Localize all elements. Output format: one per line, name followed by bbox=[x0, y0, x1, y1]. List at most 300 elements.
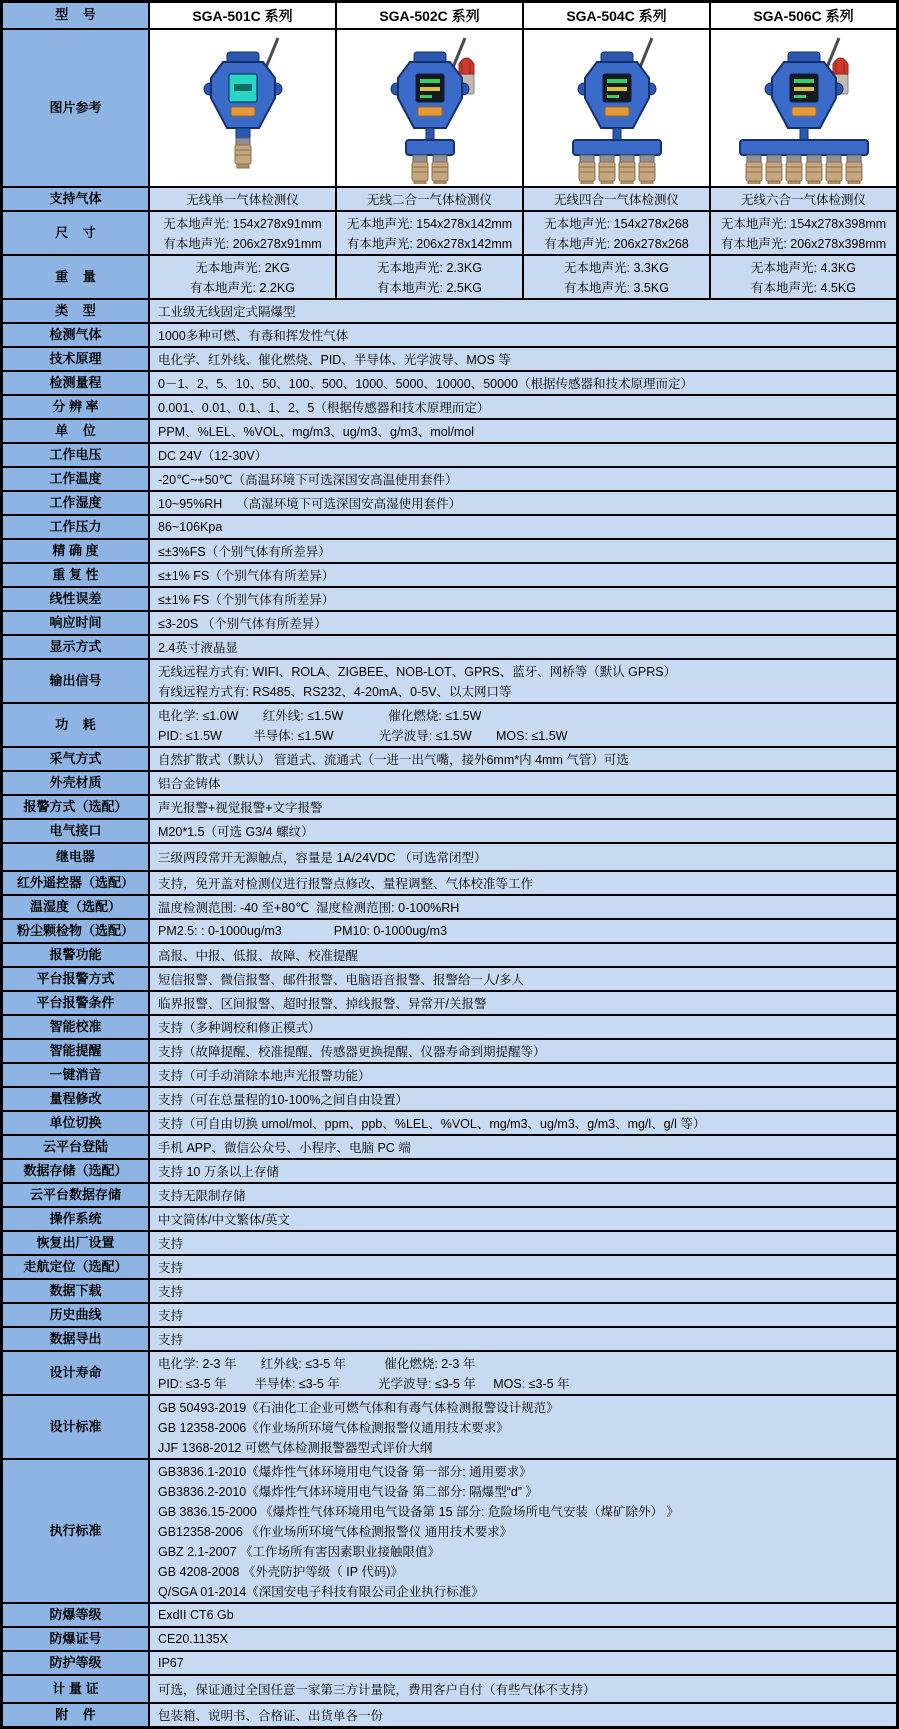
gas-detector-6-sensors-beacon bbox=[711, 30, 896, 186]
row-label: 数据存储（选配） bbox=[3, 1160, 150, 1182]
table-row bbox=[3, 372, 896, 396]
table-row bbox=[3, 1040, 896, 1064]
row-values bbox=[150, 1352, 896, 1394]
row-values bbox=[150, 372, 896, 394]
table-row bbox=[3, 1396, 896, 1460]
sensor-cylinder-icon bbox=[846, 155, 862, 184]
value-text: 有线远程方式有: RS485、RS232、4-20mA、0-5V、以太网口等 bbox=[158, 685, 512, 699]
value-text: 包装箱、说明书、合格证、出货单各一份 bbox=[158, 1709, 384, 1723]
table-row bbox=[3, 468, 896, 492]
table-row bbox=[3, 1112, 896, 1136]
value-cell bbox=[150, 256, 337, 298]
table-row bbox=[3, 324, 896, 348]
row-values bbox=[150, 1604, 896, 1626]
detector-head bbox=[204, 52, 282, 128]
value-cell bbox=[150, 540, 896, 562]
row-values bbox=[150, 1396, 896, 1458]
value-text: 无线六合一气体检测仪 bbox=[740, 193, 866, 207]
value-text: GB3836.1-2010《爆炸性气体环境用电气设备 第一部分: 通用要求》 bbox=[158, 1465, 532, 1479]
row-label: 检测气体 bbox=[3, 324, 150, 346]
value-cell bbox=[150, 1232, 896, 1254]
table-row bbox=[3, 300, 896, 324]
table-row bbox=[3, 772, 896, 796]
value-text: 1000多种可燃、有毒和挥发性气体 bbox=[158, 329, 349, 343]
row-label: 一键消音 bbox=[3, 1064, 150, 1086]
value-cell bbox=[711, 256, 896, 298]
row-values bbox=[150, 1256, 896, 1278]
row-label: 精 确 度 bbox=[3, 540, 150, 562]
value-cell bbox=[150, 372, 896, 394]
value-cell bbox=[150, 1208, 896, 1230]
row-label: 走航定位（选配） bbox=[3, 1256, 150, 1278]
value-text: 三级两段常开无源触点，容量是 1A/24VDC （可选常闭型） bbox=[158, 851, 487, 865]
table-row bbox=[3, 492, 896, 516]
model-name: SGA-504C 系列 bbox=[524, 3, 711, 28]
value-text: 有本地声光: 206x278x398mm bbox=[720, 237, 887, 251]
sensor-cylinder-icon bbox=[806, 155, 822, 184]
value-text: GB 4208-2008 《外壳防护等级（ IP 代码)》 bbox=[158, 1565, 403, 1579]
sensor-cylinder-icon bbox=[599, 155, 615, 184]
sensor-cylinder-icon bbox=[786, 155, 802, 184]
value-cell bbox=[150, 636, 896, 658]
value-text: 高报、中报、低报、故障、校准提醒 bbox=[158, 949, 359, 963]
row-label: 工作温度 bbox=[3, 468, 150, 490]
row-values bbox=[150, 844, 896, 870]
value-cell bbox=[150, 1160, 896, 1182]
value-cell bbox=[150, 1396, 896, 1458]
sensor-cylinder-icon bbox=[412, 155, 428, 184]
row-values bbox=[150, 468, 896, 490]
row-values bbox=[150, 820, 896, 842]
table-row bbox=[3, 1704, 896, 1726]
row-label: 类 型 bbox=[3, 300, 150, 322]
value-text: 2.4英寸液晶显 bbox=[158, 641, 238, 655]
value-cell bbox=[150, 1136, 896, 1158]
manifold bbox=[406, 140, 454, 155]
table-row bbox=[3, 1256, 896, 1280]
value-cell bbox=[150, 992, 896, 1014]
table-row bbox=[3, 188, 896, 212]
value-text: 无本地声光: 4.3KG bbox=[751, 261, 856, 275]
table-row bbox=[3, 660, 896, 704]
detector-head bbox=[391, 52, 469, 128]
value-cell bbox=[711, 212, 896, 254]
model-name: SGA-502C 系列 bbox=[337, 3, 524, 28]
row-values bbox=[150, 1136, 896, 1158]
value-text: Q/SGA 01-2014《深国安电子科技有限公司企业执行标准》 bbox=[158, 1585, 484, 1599]
row-values bbox=[150, 968, 896, 990]
row-values bbox=[150, 1328, 896, 1350]
value-text: 临界报警、区间报警、超时报警、掉线报警、异常开/关报警 bbox=[158, 997, 487, 1011]
row-label: 重 复 性 bbox=[3, 564, 150, 586]
row-label: 采气方式 bbox=[3, 748, 150, 770]
value-text: 支持 bbox=[158, 1237, 184, 1251]
value-cell bbox=[150, 772, 896, 794]
value-text: PID: ≤3-5 年 半导体: ≤3-5 年 光学波导: ≤3-5 年 MOS: ≤3-5 年 bbox=[158, 1377, 570, 1391]
value-cell bbox=[150, 612, 896, 634]
value-cell bbox=[150, 188, 337, 210]
value-text: GBZ 2.1-2007 《工作场所有害因素职业接触限值》 bbox=[158, 1545, 440, 1559]
value-text: 0－1、2、5、10、50、100、500、1000、5000、10000、50000（根据传感器和技术原理而定） bbox=[158, 377, 693, 391]
row-values bbox=[150, 1040, 896, 1062]
value-text: ≤±1% FS（个别气体有所差异） bbox=[158, 593, 335, 607]
row-values bbox=[150, 1232, 896, 1254]
value-text: 10~95%RH （高湿环境下可选深国安高湿使用套件） bbox=[158, 497, 462, 511]
row-label: 量程修改 bbox=[3, 1088, 150, 1110]
table-row bbox=[3, 396, 896, 420]
manifold bbox=[573, 140, 661, 155]
detector-head bbox=[765, 52, 843, 128]
sensor-cylinder-icon bbox=[579, 155, 595, 184]
row-label: 工作压力 bbox=[3, 516, 150, 538]
row-label: 显示方式 bbox=[3, 636, 150, 658]
row-label: 防爆等级 bbox=[3, 1604, 150, 1626]
table-row bbox=[3, 636, 896, 660]
row-values bbox=[150, 1208, 896, 1230]
table-row bbox=[3, 564, 896, 588]
row-values bbox=[150, 348, 896, 370]
sensor-cylinder-icon bbox=[639, 155, 655, 184]
value-text: 0.001、0.01、0.1、1、2、5（根据传感器和技术原理而定） bbox=[158, 401, 490, 415]
value-text: 有本地声光: 3.5KG bbox=[564, 281, 669, 295]
value-text: GB12358-2006 《作业场所环境气体检测报警仪 通用技术要求》 bbox=[158, 1525, 513, 1539]
value-text: PID: ≤1.5W 半导体: ≤1.5W 光学波导: ≤1.5W MOS: ≤1.5W bbox=[158, 729, 568, 743]
value-cell bbox=[150, 1676, 896, 1702]
table-row bbox=[3, 612, 896, 636]
sensor-cylinder-icon bbox=[746, 155, 762, 184]
row-label: 线性误差 bbox=[3, 588, 150, 610]
row-label: 电气接口 bbox=[3, 820, 150, 842]
table-row bbox=[3, 1628, 896, 1652]
value-cell bbox=[150, 1040, 896, 1062]
value-cell bbox=[150, 748, 896, 770]
row-values bbox=[150, 564, 896, 586]
row-label: 型 号 bbox=[3, 3, 150, 28]
value-cell bbox=[150, 1256, 896, 1278]
value-cell bbox=[150, 420, 896, 442]
value-cell bbox=[150, 944, 896, 966]
table-row bbox=[3, 1328, 896, 1352]
value-text: 无本地声光: 154x278x91mm bbox=[163, 217, 322, 231]
value-text: -20℃~+50℃（高温环境下可选深国安高温使用套件） bbox=[158, 473, 458, 487]
row-label: 智能提醒 bbox=[3, 1040, 150, 1062]
value-cell bbox=[150, 820, 896, 842]
row-label: 恢复出厂设置 bbox=[3, 1232, 150, 1254]
row-label: 功 耗 bbox=[3, 704, 150, 746]
value-text: GB 12358-2006《作业场所环境气体检测报警仪通用技术要求》 bbox=[158, 1421, 509, 1435]
model-name: SGA-501C 系列 bbox=[150, 3, 337, 28]
row-values bbox=[150, 1280, 896, 1302]
value-cell bbox=[524, 212, 711, 254]
row-label: 重 量 bbox=[3, 256, 150, 298]
row-values bbox=[150, 540, 896, 562]
table-row bbox=[3, 844, 896, 872]
table-row bbox=[3, 1676, 896, 1704]
value-text: 支持 bbox=[158, 1261, 184, 1275]
value-text: 支持（多种调校和修正模式） bbox=[158, 1021, 321, 1035]
table-row bbox=[3, 212, 896, 256]
value-cell bbox=[150, 212, 337, 254]
row-values bbox=[150, 1304, 896, 1326]
value-text: 86~106Kpa bbox=[158, 520, 223, 534]
row-values bbox=[150, 1460, 896, 1602]
table-row bbox=[3, 588, 896, 612]
table-row bbox=[3, 968, 896, 992]
row-label: 设计标准 bbox=[3, 1396, 150, 1458]
value-cell bbox=[150, 844, 896, 870]
value-text: 支持 bbox=[158, 1333, 184, 1347]
row-values bbox=[150, 1652, 896, 1674]
value-cell bbox=[150, 396, 896, 418]
row-label: 单 位 bbox=[3, 420, 150, 442]
value-text: ExdII CT6 Gb bbox=[158, 1608, 234, 1622]
value-text: 有本地声光: 2.5KG bbox=[377, 281, 482, 295]
value-text: 自然扩散式（默认） 管道式、流通式（一进一出气嘴，接外6mm*内 4mm 气管）可选 bbox=[158, 753, 629, 767]
table-row bbox=[3, 1652, 896, 1676]
table-row bbox=[3, 896, 896, 920]
gas-detector-2-sensors-beacon bbox=[337, 30, 524, 186]
row-values bbox=[150, 30, 896, 186]
row-values bbox=[150, 660, 896, 702]
model-header-row bbox=[3, 3, 896, 30]
value-cell bbox=[150, 444, 896, 466]
value-cell bbox=[150, 348, 896, 370]
value-cell bbox=[150, 1704, 896, 1726]
value-cell bbox=[150, 1280, 896, 1302]
value-text: GB3836.2-2010《爆炸性气体环境用电气设备 第二部分: 隔爆型“d” 》 bbox=[158, 1485, 538, 1499]
value-cell bbox=[150, 796, 896, 818]
row-label: 平台报警方式 bbox=[3, 968, 150, 990]
value-text: 无本地声光: 154x278x142mm bbox=[346, 217, 513, 231]
value-cell bbox=[524, 256, 711, 298]
value-cell bbox=[150, 1604, 896, 1626]
value-text: 无线四合一气体检测仪 bbox=[553, 193, 679, 207]
value-cell bbox=[150, 968, 896, 990]
value-text: 短信报警、微信报警、邮件报警、电脑语音报警、报警给一人/多人 bbox=[158, 973, 524, 987]
table-row bbox=[3, 1304, 896, 1328]
value-text: ≤±1% FS（个别气体有所差异） bbox=[158, 569, 335, 583]
value-cell bbox=[337, 212, 524, 254]
row-label: 数据导出 bbox=[3, 1328, 150, 1350]
table-row bbox=[3, 796, 896, 820]
row-values bbox=[150, 636, 896, 658]
table-row bbox=[3, 820, 896, 844]
table-row bbox=[3, 1208, 896, 1232]
table-row bbox=[3, 1064, 896, 1088]
row-label: 粉尘颗检物（选配） bbox=[3, 920, 150, 942]
row-values bbox=[150, 896, 896, 918]
row-label: 报警方式（选配） bbox=[3, 796, 150, 818]
row-values bbox=[150, 1628, 896, 1650]
value-cell bbox=[150, 1016, 896, 1038]
table-row bbox=[3, 1088, 896, 1112]
row-values bbox=[150, 3, 896, 28]
row-values bbox=[150, 1160, 896, 1182]
value-text: 手机 APP、微信公众号、小程序、电脑 PC 端 bbox=[158, 1141, 411, 1155]
value-text: DC 24V（12-30V） bbox=[158, 449, 268, 463]
row-values bbox=[150, 1088, 896, 1110]
row-label: 外壳材质 bbox=[3, 772, 150, 794]
row-label: 平台报警条件 bbox=[3, 992, 150, 1014]
value-cell bbox=[150, 1184, 896, 1206]
value-text: 工业级无线固定式隔爆型 bbox=[158, 305, 296, 319]
row-label: 设计寿命 bbox=[3, 1352, 150, 1394]
row-values bbox=[150, 612, 896, 634]
value-cell bbox=[150, 492, 896, 514]
table-row bbox=[3, 1184, 896, 1208]
row-label: 智能校准 bbox=[3, 1016, 150, 1038]
table-row bbox=[3, 920, 896, 944]
value-text: ≤±3%FS（个别气体有所差异） bbox=[158, 545, 331, 559]
table-row bbox=[3, 256, 896, 300]
value-text: 无线二合一气体检测仪 bbox=[366, 193, 492, 207]
value-text: 声光报警+视觉报警+文字报警 bbox=[158, 801, 323, 815]
value-text: 支持 bbox=[158, 1309, 184, 1323]
value-cell bbox=[150, 1352, 896, 1394]
table-row bbox=[3, 1160, 896, 1184]
sensor-cylinder-icon bbox=[826, 155, 842, 184]
value-cell bbox=[150, 516, 896, 538]
value-text: 铝合金铸体 bbox=[158, 777, 221, 791]
row-values bbox=[150, 300, 896, 322]
row-values bbox=[150, 420, 896, 442]
row-values bbox=[150, 872, 896, 894]
value-text: 支持（可自由切换 umol/mol、ppm、ppb、%LEL、%VOL、mg/m3、ug/m3、g/m3、mg/l、g/l 等） bbox=[158, 1117, 706, 1131]
value-cell bbox=[150, 300, 896, 322]
row-label: 附 件 bbox=[3, 1704, 150, 1726]
value-cell bbox=[150, 1652, 896, 1674]
value-text: 无本地声光: 154x278x398mm bbox=[720, 217, 887, 231]
row-values bbox=[150, 1064, 896, 1086]
row-label: 防护等级 bbox=[3, 1652, 150, 1674]
detector-head bbox=[578, 52, 656, 128]
table-row bbox=[3, 540, 896, 564]
value-cell bbox=[150, 896, 896, 918]
value-text: 无线远程方式有: WIFI、ROLA、ZIGBEE、NOB-LOT、GPRS、蓝牙、网桥等（默认 GPRS） bbox=[158, 665, 677, 679]
value-cell bbox=[150, 660, 896, 702]
table-row bbox=[3, 1352, 896, 1396]
row-label: 分 辨 率 bbox=[3, 396, 150, 418]
value-text: 支持 10 万条以上存储 bbox=[158, 1165, 279, 1179]
table-row bbox=[3, 444, 896, 468]
value-cell bbox=[150, 1064, 896, 1086]
manifold bbox=[740, 140, 868, 155]
table-row bbox=[3, 1136, 896, 1160]
table-row bbox=[3, 944, 896, 968]
row-values bbox=[150, 516, 896, 538]
table-row bbox=[3, 348, 896, 372]
value-text: PM2.5: : 0-1000ug/m3 PM10: 0-1000ug/m3 bbox=[158, 924, 448, 938]
value-cell bbox=[337, 188, 524, 210]
row-label: 防爆证号 bbox=[3, 1628, 150, 1650]
row-values bbox=[150, 920, 896, 942]
row-label: 工作湿度 bbox=[3, 492, 150, 514]
value-cell bbox=[150, 704, 896, 746]
value-text: 有本地声光: 206x278x91mm bbox=[163, 237, 322, 251]
row-label: 单位切换 bbox=[3, 1112, 150, 1134]
value-text: 电化学、红外线、催化燃烧、PID、半导体、光学波导、MOS 等 bbox=[158, 353, 511, 367]
row-label: 支持气体 bbox=[3, 188, 150, 210]
value-text: M20*1.5（可选 G3/4 螺纹） bbox=[158, 825, 314, 839]
value-text: 电化学: ≤1.0W 红外线: ≤1.5W 催化燃烧: ≤1.5W bbox=[158, 709, 482, 723]
row-label: 历史曲线 bbox=[3, 1304, 150, 1326]
row-label: 响应时间 bbox=[3, 612, 150, 634]
value-text: GB 50493-2019《石油化工企业可燃气体和有毒气体检测报警设计规范》 bbox=[158, 1401, 559, 1415]
table-row bbox=[3, 420, 896, 444]
row-label: 操作系统 bbox=[3, 1208, 150, 1230]
value-cell bbox=[150, 1628, 896, 1650]
table-row bbox=[3, 872, 896, 896]
row-values bbox=[150, 1184, 896, 1206]
row-label: 云平台登陆 bbox=[3, 1136, 150, 1158]
row-values bbox=[150, 324, 896, 346]
row-label: 检测量程 bbox=[3, 372, 150, 394]
row-label: 计 量 证 bbox=[3, 1676, 150, 1702]
value-text: 无本地声光: 2.3KG bbox=[377, 261, 482, 275]
value-text: CE20.1135X bbox=[158, 1632, 228, 1646]
row-label: 温湿度（选配） bbox=[3, 896, 150, 918]
value-text: GB 3836.15-2000 《爆炸性气体环境用电气设备第 15 部分: 危险场所电气安装（煤矿除外） 》 bbox=[158, 1505, 679, 1519]
row-values bbox=[150, 1112, 896, 1134]
value-text: 无本地声光: 154x278x268 bbox=[544, 217, 689, 231]
value-text: 无本地声光: 3.3KG bbox=[564, 261, 669, 275]
value-cell bbox=[150, 1460, 896, 1602]
value-cell bbox=[150, 564, 896, 586]
value-cell bbox=[337, 256, 524, 298]
table-row bbox=[3, 1232, 896, 1256]
sensor-cylinder-icon bbox=[619, 155, 635, 184]
row-values bbox=[150, 212, 896, 254]
table-row bbox=[3, 748, 896, 772]
row-values bbox=[150, 188, 896, 210]
value-text: 支持 bbox=[158, 1285, 184, 1299]
row-values bbox=[150, 748, 896, 770]
value-text: ≤3-20S （个别气体有所差异） bbox=[158, 617, 327, 631]
value-text: 无线单一气体检测仪 bbox=[186, 193, 299, 207]
value-text: 有本地声光: 206x278x268 bbox=[544, 237, 689, 251]
gas-detector-4-sensors bbox=[524, 30, 711, 186]
row-label: 继电器 bbox=[3, 844, 150, 870]
value-text: 支持，免开盖对检测仪进行报警点修改、量程调整、气体校准等工作 bbox=[158, 877, 534, 891]
row-values bbox=[150, 944, 896, 966]
value-text: 可选，保证通过全国任意一家第三方计量院，费用客户自付（有些气体不支持） bbox=[158, 1683, 596, 1697]
value-cell bbox=[150, 588, 896, 610]
gas-detector-single-sensor bbox=[150, 30, 337, 186]
table-row bbox=[3, 1016, 896, 1040]
table-row bbox=[3, 704, 896, 748]
row-values bbox=[150, 444, 896, 466]
row-values bbox=[150, 1676, 896, 1702]
value-cell bbox=[524, 188, 711, 210]
row-label: 图片参考 bbox=[3, 30, 150, 186]
model-name: SGA-506C 系列 bbox=[711, 3, 896, 28]
sensor-cylinder-icon bbox=[235, 138, 251, 168]
table-row bbox=[3, 1460, 896, 1604]
row-values bbox=[150, 1704, 896, 1726]
table-row bbox=[3, 992, 896, 1016]
row-values bbox=[150, 704, 896, 746]
row-values bbox=[150, 588, 896, 610]
row-values bbox=[150, 992, 896, 1014]
row-values bbox=[150, 772, 896, 794]
table-row bbox=[3, 30, 896, 188]
value-cell bbox=[150, 324, 896, 346]
value-cell bbox=[150, 872, 896, 894]
value-cell bbox=[150, 1328, 896, 1350]
row-label: 输出信号 bbox=[3, 660, 150, 702]
value-text: 支持（故障提醒、校准提醒、传感器更换提醒、仪器寿命到期提醒等） bbox=[158, 1045, 546, 1059]
row-values bbox=[150, 492, 896, 514]
